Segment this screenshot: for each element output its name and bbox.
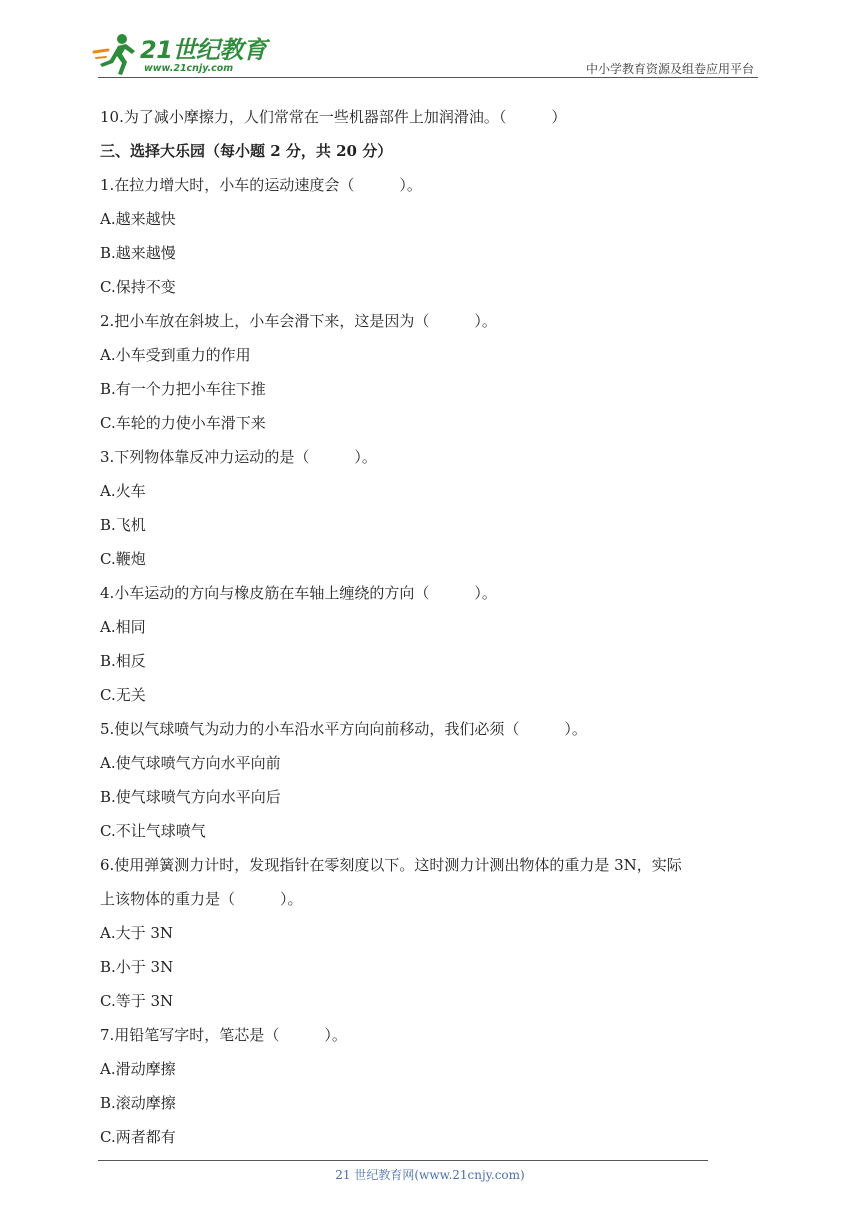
question-3-option-b: B.飞机 [100,516,146,534]
question-5-option-b: B.使气球喷气方向水平向后 [100,788,281,806]
question-4-option-a: A.相同 [100,618,146,636]
question-5-option-c: C.不让气球喷气 [100,822,206,840]
question-4: 4.小车运动的方向与橡皮筋在车轴上缠绕的方向（ ）。 [100,584,497,602]
footer-divider [98,1160,708,1161]
question-list [100,100,765,1154]
question-3-option-a: A.火车 [100,482,146,500]
question-6-option-b: B.小于 3N [100,958,174,976]
question-1-option-a: A.越来越快 [100,210,176,228]
question-2: 2.把小车放在斜坡上，小车会滑下来，这是因为（ ）。 [100,312,497,330]
question-1-option-b: B.越来越慢 [100,244,176,262]
question-3-option-c: C.鞭炮 [100,550,146,568]
question-6-option-c: C.等于 3N [100,992,174,1010]
logo-text: 21世纪教育 [140,36,267,64]
question-4-option-b: B.相反 [100,652,146,670]
question-5-option-a: A.使气球喷气方向水平向前 [100,754,281,772]
question-7: 7.用铅笔写字时，笔芯是（ ）。 [100,1026,347,1044]
question-3: 3.下列物体靠反冲力运动的是（ ）。 [100,448,377,466]
question-1: 1.在拉力增大时，小车的运动速度会（ ）。 [100,176,422,194]
question-6-option-a: A.大于 3N [100,924,174,942]
site-logo[interactable] [92,30,272,80]
question-5: 5.使以气球喷气为动力的小车沿水平方向向前移动，我们必须（ ）。 [100,720,587,738]
question-7-option-b: B.滚动摩擦 [100,1094,176,1112]
question-6-line-2: 上该物体的重力是（ ）。 [100,890,303,908]
logo-url: www.21cnjy.com [144,63,234,74]
question-4-option-c: C.无关 [100,686,146,704]
question-6-line-1: 6.使用弹簧测力计时，发现指针在零刻度以下。这时测力计测出物体的重力是 3N，实际 [100,856,682,874]
page-header [0,0,860,90]
question-10-statement: 10.为了减小摩擦力，人们常常在一些机器部件上加润滑油。（ ） [100,108,567,126]
question-2-option-a: A.小车受到重力的作用 [100,346,251,364]
question-7-option-a: A.滑动摩擦 [100,1060,176,1078]
question-1-option-c: C.保持不变 [100,278,176,296]
question-7-option-c: C.两者都有 [100,1128,176,1146]
footer-link[interactable]: 21 世纪教育网(www.21cnjy.com) [335,1168,525,1182]
question-2-option-b: B.有一个力把小车往下推 [100,380,266,398]
section-title: 三、选择大乐园（每小题 2 分，共 20 分） [100,142,393,160]
question-2-option-c: C.车轮的力使小车滑下来 [100,414,266,432]
header-divider [98,77,758,78]
platform-label: 中小学教育资源及组卷应用平台 [585,62,754,76]
runner-logo-icon [92,30,142,76]
